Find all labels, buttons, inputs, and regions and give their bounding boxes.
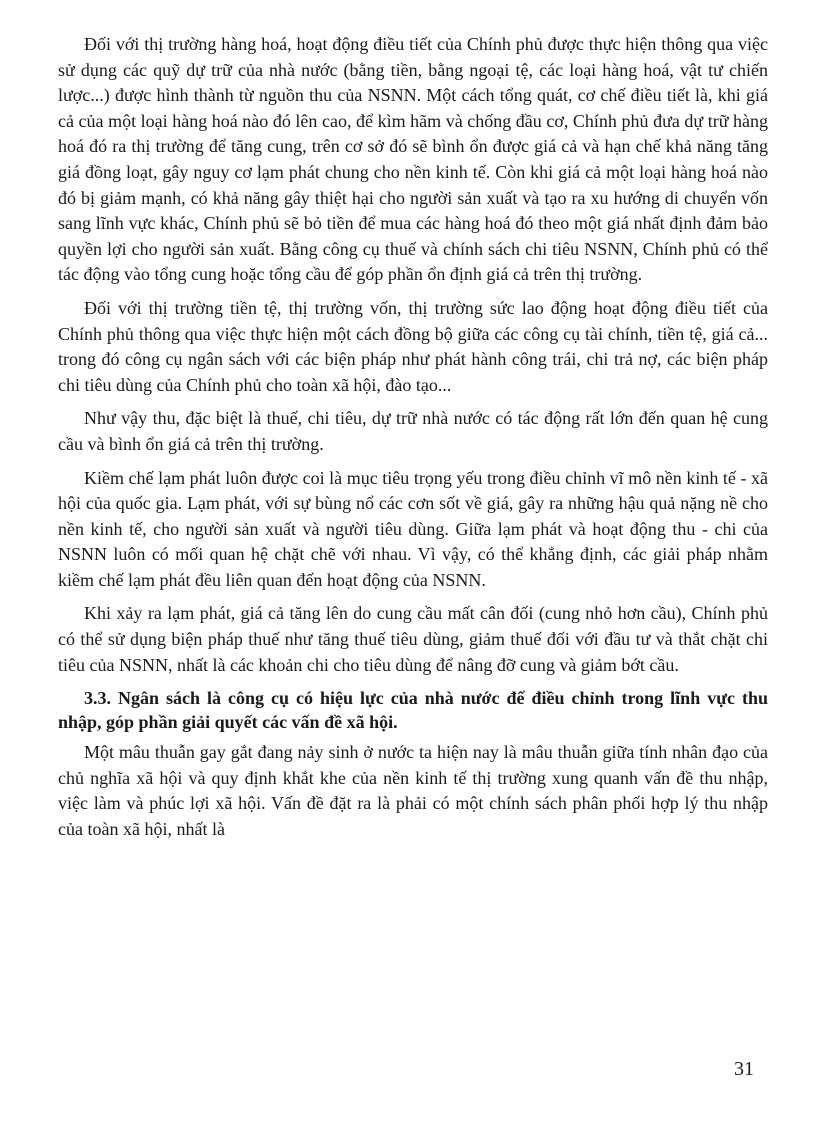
page-body <box>58 32 768 851</box>
paragraph-money-market: Đối với thị trường tiền tệ, thị trường vốn, thị trường sức lao động hoạt động điều tiết của Chính phủ thông qua việc thực hiện một cách đồng bộ giữa các công cụ tài chính, tiền tệ, giá cả... trong đó công cụ ngân sách với các biện pháp như phát hành công trái, chi trả nợ, các biện pháp chi tiêu dùng của Chính phủ cho toàn xã hội, đào tạo... <box>58 297 768 395</box>
paragraph-inflation-control: Kiềm chế lạm phát luôn được coi là mục tiêu trọng yếu trong điều chỉnh vĩ mô nền kinh tế - xã hội của quốc gia. Lạm phát, với sự bùng nổ các cơn sốt về giá, gây ra những hậu quả nặng nề cho nền kinh tế, cho người sản xuất và người tiêu dùng. Giữa lạm phát và hoạt động thu - chi của NSNN luôn có mối quan hệ chặt chẽ với nhau. Vì vậy, có thể khẳng định, các giải pháp nhằm kiềm chế lạm phát đều liên quan đến hoạt động của NSNN. <box>58 467 768 590</box>
paragraph-supply-demand: Như vậy thu, đặc biệt là thuế, chi tiêu, dự trữ nhà nước có tác động rất lớn đến quan hệ cung cầu và bình ổn giá cả trên thị trường. <box>58 408 768 454</box>
paragraph-inflation-measures: Khi xảy ra lạm phát, giá cả tăng lên do cung cầu mất cân đối (cung nhỏ hơn cầu), Chính phủ có thể sử dụng biện pháp thuế như tăng thuế tiêu dùng, giảm thuế đối với đầu tư và thắt chặt chi tiêu của NSNN, nhất là các khoản chi cho tiêu dùng để nâng đỡ cung và giảm bớt cầu. <box>58 603 768 675</box>
page-number: 31 <box>734 1058 754 1080</box>
paragraph-commodity-market: Đối với thị trường hàng hoá, hoạt động điều tiết của Chính phủ được thực hiện thông qua việc sử dụng các quỹ dự trữ của nhà nước (bằng tiền, bằng ngoại tệ, các loại hàng hoá, vật tư chiến lược...) được hình thành từ nguồn thu của NSNN. Một cách tổng quát, cơ chế điều tiết là, khi giá cả của một loại hàng hoá nào đó lên cao, để kìm hãm và chống đầu cơ, Chính phủ đưa dự trữ hàng hoá đó ra thị trường để tăng cung, trên cơ sở đó sẽ bình ổn được giá cả và hạn chế khả năng tăng giá đồng loạt, gây nguy cơ lạm phát chung cho nền kinh tế. Còn khi giá cả một loại hàng hoá nào đó bị giảm mạnh, có khả năng gây thiệt hại cho người sản xuất và tạo ra xu hướng di chuyển vốn sang lĩnh vực khác, Chính phủ sẽ bỏ tiền để mua các hàng hoá đó theo một giá nhất định đảm bảo quyền lợi cho người sản xuất. Bằng công cụ thuế và chính sách chi tiêu NSNN, Chính phủ có thể tác động vào tổng cung hoặc tổng cầu để góp phần ổn định giá cả trên thị trường. <box>58 34 768 285</box>
paragraph-income-distribution: Một mâu thuẫn gay gắt đang nảy sinh ở nước ta hiện nay là mâu thuẫn giữa tính nhân đạo của chủ nghĩa xã hội và quy định khắt khe của nền kinh tế thị trường xung quanh vấn đề thu nhập, việc làm và phúc lợi xã hội. Vấn đề đặt ra là phải có một chính sách phân phối hợp lý thu nhập của toàn xã hội, nhất là <box>58 742 768 840</box>
section-heading: 3.3. Ngân sách là công cụ có hiệu lực của nhà nước để điều chỉnh trong lĩnh vực thu nhập, góp phần giải quyết các vấn đề xã hội. <box>58 688 768 733</box>
